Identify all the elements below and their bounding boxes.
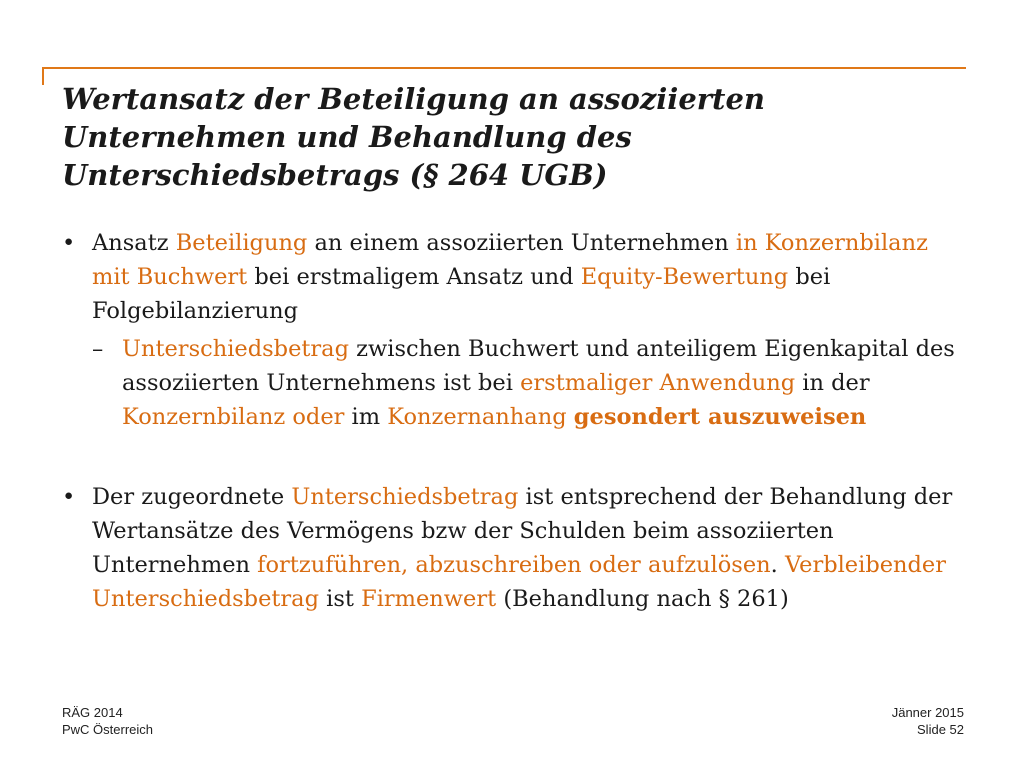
dash-icon: – xyxy=(92,336,104,362)
highlight-text: Firmenwert xyxy=(361,586,497,612)
highlight-text: Verbleibender Unterschiedsbetrag xyxy=(92,552,947,612)
slide-content xyxy=(62,226,972,616)
highlight-text: Konzernbilanz oder xyxy=(122,404,345,430)
footer-left xyxy=(62,704,153,738)
highlight-text: Konzernanhang xyxy=(387,404,567,430)
highlight-text: Unterschiedsbetrag xyxy=(291,484,519,510)
spacer xyxy=(62,434,972,480)
top-rule xyxy=(42,67,966,69)
sub-bullet-item xyxy=(92,332,972,434)
highlight-text: erstmaliger Anwendung xyxy=(520,370,796,396)
footer-date: Jänner 2015 xyxy=(891,705,964,720)
bullet-text: Ansatz Beteiligung an einem assoziierten Unternehmen in Konzernbilanz mit Buchwert bei erstmaligem Ansatz und Equity-Bewertung bei Folgebilanzierung xyxy=(92,230,928,324)
bold-highlight-text: gesondert auszuweisen xyxy=(573,404,867,430)
footer-topic: RÄG 2014 xyxy=(62,705,123,720)
highlight-text: Equity-Bewertung xyxy=(580,264,789,290)
bullet-icon: • xyxy=(62,484,76,510)
slide-title: Wertansatz der Beteiligung an assoziierten Unternehmen und Behandlung des Unterschiedsbetrags (§ 264 UGB) xyxy=(62,82,765,192)
bullet-text: Der zugeordnete Unterschiedsbetrag ist entsprechend der Behandlung der Wertansätze des Vermögens bzw der Schulden beim assoziierten Unternehmen fortzuführen, abzuschreiben oder aufzulösen. Verbleibender Unterschiedsbetrag ist Firmenwert (Behandlung nach § 261) xyxy=(92,484,953,612)
highlight-text: fortzuführen, abzuschreiben oder aufzulösen xyxy=(257,552,771,578)
footer-company: PwC Österreich xyxy=(62,722,154,737)
footer-right xyxy=(892,704,964,738)
sub-bullet-text: Unterschiedsbetrag zwischen Buchwert und anteiligem Eigenkapital des assoziierten Unternehmens ist bei erstmaliger Anwendung in der Konzernbilanz oder im Konzernanhang gesondert auszuweisen xyxy=(122,336,955,430)
highlight-text: Beteiligung xyxy=(175,230,308,256)
highlight-text: in Konzernbilanz mit Buchwert xyxy=(92,230,928,290)
highlight-text: Unterschiedsbetrag xyxy=(122,336,349,362)
corner-tick xyxy=(42,67,44,85)
bullet-item xyxy=(62,226,972,328)
bullet-item xyxy=(62,480,972,616)
bullet-icon: • xyxy=(62,230,76,256)
slide-number: Slide 52 xyxy=(917,722,964,737)
